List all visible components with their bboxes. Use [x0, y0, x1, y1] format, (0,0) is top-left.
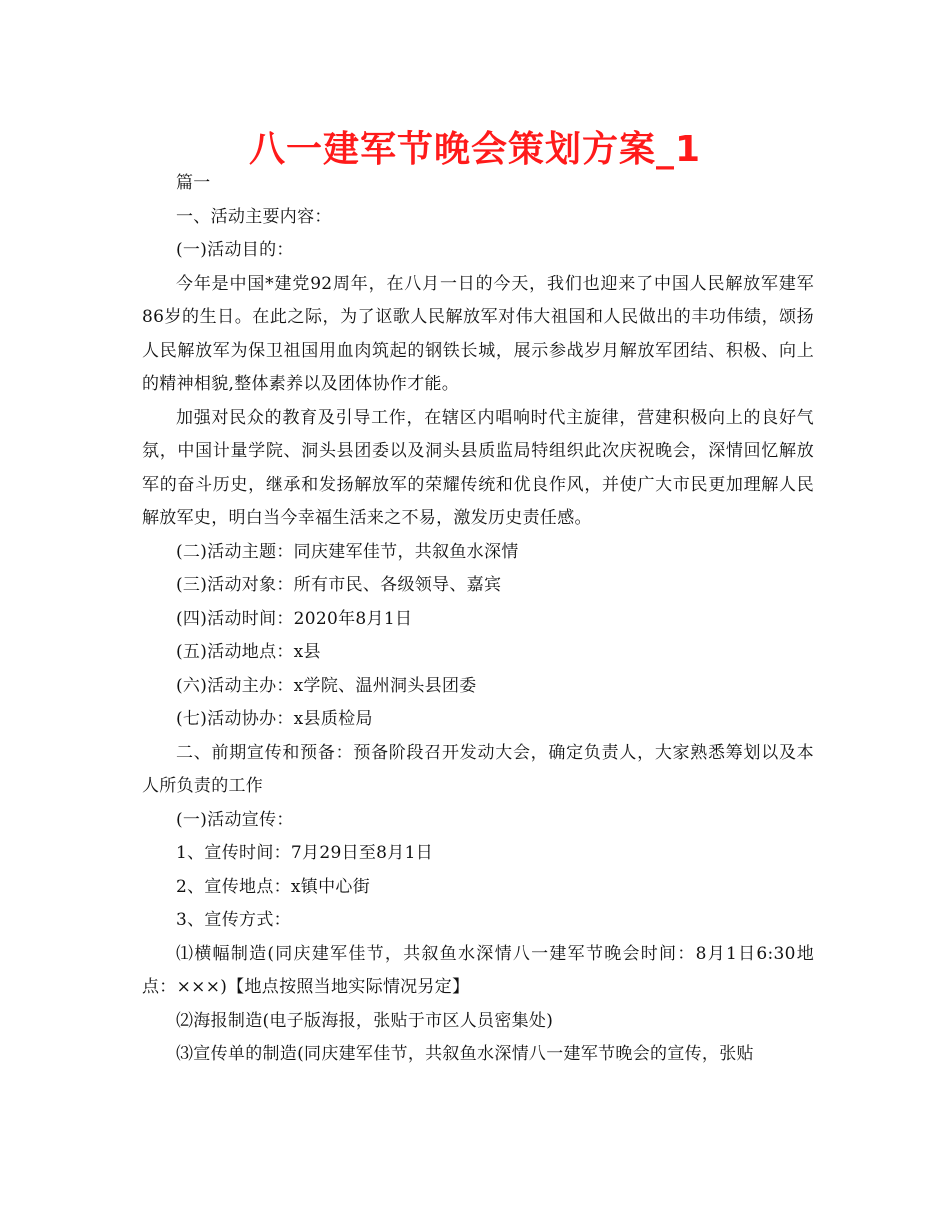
item-activity-host: (六)活动主办：x学院、温州洞头县团委 [176, 675, 477, 696]
subheading-promotion: (一)活动宣传： [176, 809, 294, 830]
section-label: 篇一 [176, 173, 211, 193]
item-activity-time: (四)活动时间：2020年8月1日 [176, 608, 413, 629]
item-activity-location: (五)活动地点：x县 [176, 642, 321, 662]
subheading-activity-purpose: (一)活动目的： [176, 240, 294, 260]
item-flyer: ⑶宣传单的制造(同庆建军佳节，共叙鱼水深情八一建军节晚会的宣传，张贴 [176, 1044, 754, 1064]
heading-activity-content: 一、活动主要内容： [176, 206, 332, 227]
paragraph-education: 加强对民众的教育及引导工作，在辖区内唱响时代主旋律，营建积极向上的良好气氛，中国计量学院、洞头县团委以及洞头县质监局特组织此次庆祝晚会，深情回忆解放军的奋斗历史，继承和发扬解放军的荣耀传统和优良作风，并使广大市民更加理解人民解放军史，明白当今幸福生活来之不易，激发历史责任感。 [142, 407, 814, 528]
item-activity-audience: (三)活动对象：所有市民、各级领导、嘉宾 [176, 575, 502, 595]
item-promotion-method: 3、宣传方式： [176, 910, 291, 930]
item-poster: ⑵海报制造(电子版海报，张贴于市区人员密集处) [176, 1010, 554, 1031]
item-promotion-time: 1、宣传时间：7月29日至8月1日 [176, 843, 433, 863]
item-promotion-location: 2、宣传地点：x镇中心街 [176, 876, 371, 897]
item-activity-cohost: (七)活动协办：x县质检局 [176, 709, 373, 729]
item-activity-theme: (二)活动主题：同庆建军佳节，共叙鱼水深情 [176, 541, 519, 562]
item-banner: ⑴横幅制造(同庆建军佳节，共叙鱼水深情八一建军节晚会时间：8月1日6:30地点：×××)【地点按照当地实际情况另定】 [142, 943, 814, 997]
heading-preparation: 二、前期宣传和预备：预备阶段召开发动大会，确定负责人，大家熟悉筹划以及本人所负责的工作 [142, 742, 814, 796]
document-body [142, 167, 814, 1072]
paragraph-purpose: 今年是中国*建党92周年，在八月一日的今天，我们也迎来了中国人民解放军建军86岁的生日。在此之际，为了讴歌人民解放军对伟大祖国和人民做出的丰功伟绩，颂扬人民解放军为保卫祖国用血肉筑起的钢铁长城，展示参战岁月解放军团结、积极、向上的精神相貌,整体素养以及团体协作才能。 [142, 273, 814, 394]
document-title: 八一建军节晚会策划方案_1 [248, 129, 702, 170]
